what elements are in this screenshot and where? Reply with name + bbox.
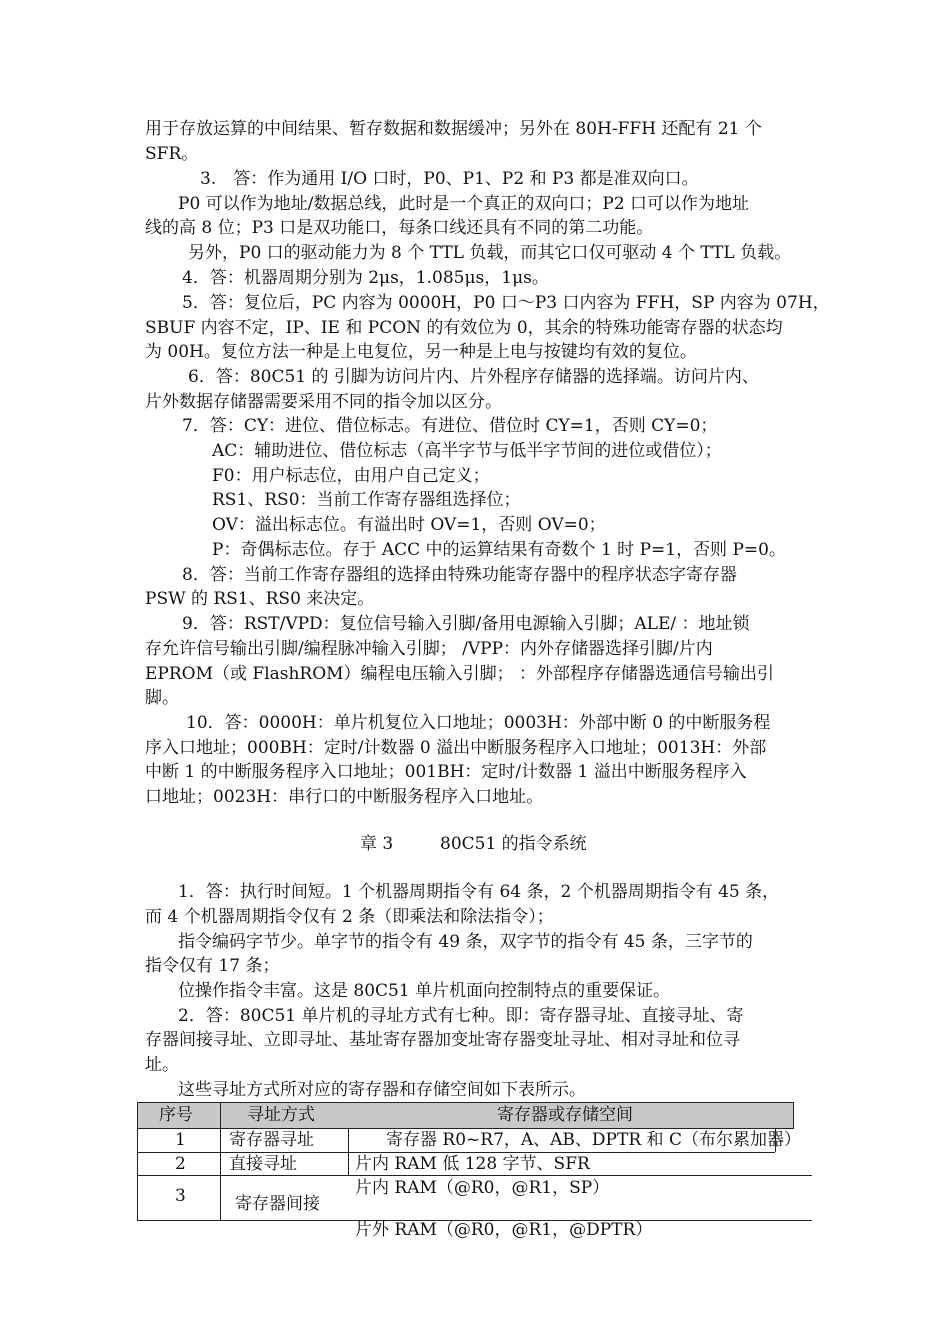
text-line: 指令仅有 17 条； bbox=[145, 956, 280, 976]
row3-mode: 寄存器间接 bbox=[235, 1194, 320, 1214]
text-line: 2．答：80C51 单片机的寻址方式有七种。即：寄存器寻址、直接寻址、寄 bbox=[178, 1006, 744, 1026]
text-line: PSW 的 RS1、RS0 来决定。 bbox=[145, 589, 375, 609]
text-line: RS1、RS0：当前工作寄存器组选择位； bbox=[212, 490, 521, 510]
text-line: 片外数据存储器需要采用不同的指令加以区分。 bbox=[145, 392, 502, 412]
row1-mode: 寄存器寻址 bbox=[229, 1130, 314, 1150]
text-line: 存器间接寻址、立即寻址、基址寄存器加变址寄存器变址寻址、相对寻址和位寻 bbox=[145, 1030, 740, 1050]
text-line: 而 4 个机器周期指令仅有 2 条（即乘法和除法指令）； bbox=[145, 907, 554, 927]
text-line: P0 可以作为地址/数据总线，此时是一个真正的双向口；P2 口可以作为地址 bbox=[178, 194, 750, 214]
text-line: SFR。 bbox=[145, 144, 199, 164]
text-line: AC：辅助进位、借位标志（高半字节与低半字节间的进位或借位）； bbox=[212, 441, 722, 461]
text-line: 中断 1 的中断服务程序入口地址；001BH：定时/计数器 1 溢出中断服务程序入 bbox=[145, 762, 747, 782]
text-line: 序入口地址；000BH：定时/计数器 0 溢出中断服务程序入口地址；0013H：外部 bbox=[145, 738, 767, 758]
row3-space: 片内 RAM（@R0，@R1，SP） bbox=[355, 1178, 610, 1198]
text-line: 6．答：80C51 的 引脚为访问片内、片外程序存储器的选择端。访问片内、 bbox=[188, 367, 759, 387]
text-line: 5．答：复位后，PC 内容为 0000H，P0 口～P3 口内容为 FFH，SP 内容为 07H， bbox=[182, 293, 830, 313]
text-line: 址。 bbox=[145, 1055, 179, 1075]
text-line: 这些寻址方式所对应的寄存器和存储空间如下表所示。 bbox=[178, 1080, 586, 1100]
chapter-title: 80C51 的指令系统 bbox=[440, 834, 587, 854]
text-line: 指令编码字节少。单字节的指令有 49 条，双字节的指令有 45 条，三字节的 bbox=[178, 932, 753, 952]
text-line: 10．答：0000H：单片机复位入口地址；0003H：外部中断 0 的中断服务程 bbox=[186, 713, 771, 733]
text-line: 口地址；0023H：串行口的中断服务程序入口地址。 bbox=[145, 787, 544, 807]
header-space: 寄存器或存储空间 bbox=[497, 1105, 633, 1125]
text-line: 9．答：RST/VPD：复位信号输入引脚/备用电源输入引脚；ALE/ ：地址锁 bbox=[182, 614, 750, 634]
text-line: 3. 答：作为通用 I/O 口时，P0、P1、P2 和 P3 都是准双向口。 bbox=[200, 169, 699, 189]
row1-no: 1 bbox=[175, 1130, 186, 1150]
row1-space: 寄存器 R0~R7，A、AB、DPTR 和 C（布尔累加器） bbox=[386, 1130, 801, 1150]
text-line: 1．答：执行时间短。1 个机器周期指令有 64 条，2 个机器周期指令有 45 条， bbox=[178, 882, 780, 902]
text-line: 线的高 8 位；P3 口是双功能口，每条口线还具有不同的第二功能。 bbox=[145, 218, 654, 238]
text-line: 8．答：当前工作寄存器组的选择由特殊功能寄存器中的程序状态字寄存器 bbox=[182, 565, 737, 585]
text-line: 脚。 bbox=[145, 688, 179, 708]
chapter-number: 章 3 bbox=[360, 834, 394, 854]
text-line: 4．答：机器周期分别为 2μs，1.085μs，1μs。 bbox=[182, 268, 549, 288]
row2-mode: 直接寻址 bbox=[229, 1154, 297, 1174]
header-mode: 寻址方式 bbox=[247, 1105, 315, 1125]
text-line: SBUF 内容不定，IP、IE 和 PCON 的有效位为 0，其余的特殊功能寄存器的状态均 bbox=[145, 318, 783, 338]
row3-no: 3 bbox=[175, 1186, 186, 1206]
text-line: P：奇偶标志位。存于 ACC 中的运算结果有奇数个 1 时 P=1，否则 P=0。 bbox=[212, 540, 786, 560]
row2-space: 片内 RAM 低 128 字节、SFR bbox=[355, 1154, 590, 1174]
row3-space-continued: 片外 RAM（@R0，@R1，@DPTR） bbox=[355, 1220, 653, 1240]
text-line: EPROM（或 FlashROM）编程电压输入引脚； ：外部程序存储器选通信号输出引 bbox=[145, 664, 774, 684]
text-line: 为 00H。复位方法一种是上电复位，另一种是上电与按键均有效的复位。 bbox=[145, 342, 697, 362]
header-no: 序号 bbox=[159, 1105, 193, 1125]
text-line: 7．答：CY：进位、借位标志。有进位、借位时 CY=1，否则 CY=0； bbox=[182, 416, 718, 436]
text-line: 另外，P0 口的驱动能力为 8 个 TTL 负载，而其它口仅可驱动 4 个 TTL 负载。 bbox=[188, 243, 792, 263]
row2-no: 2 bbox=[175, 1154, 186, 1174]
text-line: OV：溢出标志位。有溢出时 OV=1，否则 OV=0； bbox=[212, 515, 606, 535]
text-line: 用于存放运算的中间结果、暂存数据和数据缓冲；另外在 80H-FFH 还配有 21 个 bbox=[145, 119, 762, 139]
text-line: 位操作指令丰富。这是 80C51 单片机面向控制特点的重要保证。 bbox=[178, 981, 671, 1001]
text-line: 存允许信号输出引脚/编程脉冲输入引脚； /VPP：内外存储器选择引脚/片内 bbox=[145, 639, 713, 659]
text-line: F0：用户标志位，由用户自己定义； bbox=[212, 466, 490, 486]
